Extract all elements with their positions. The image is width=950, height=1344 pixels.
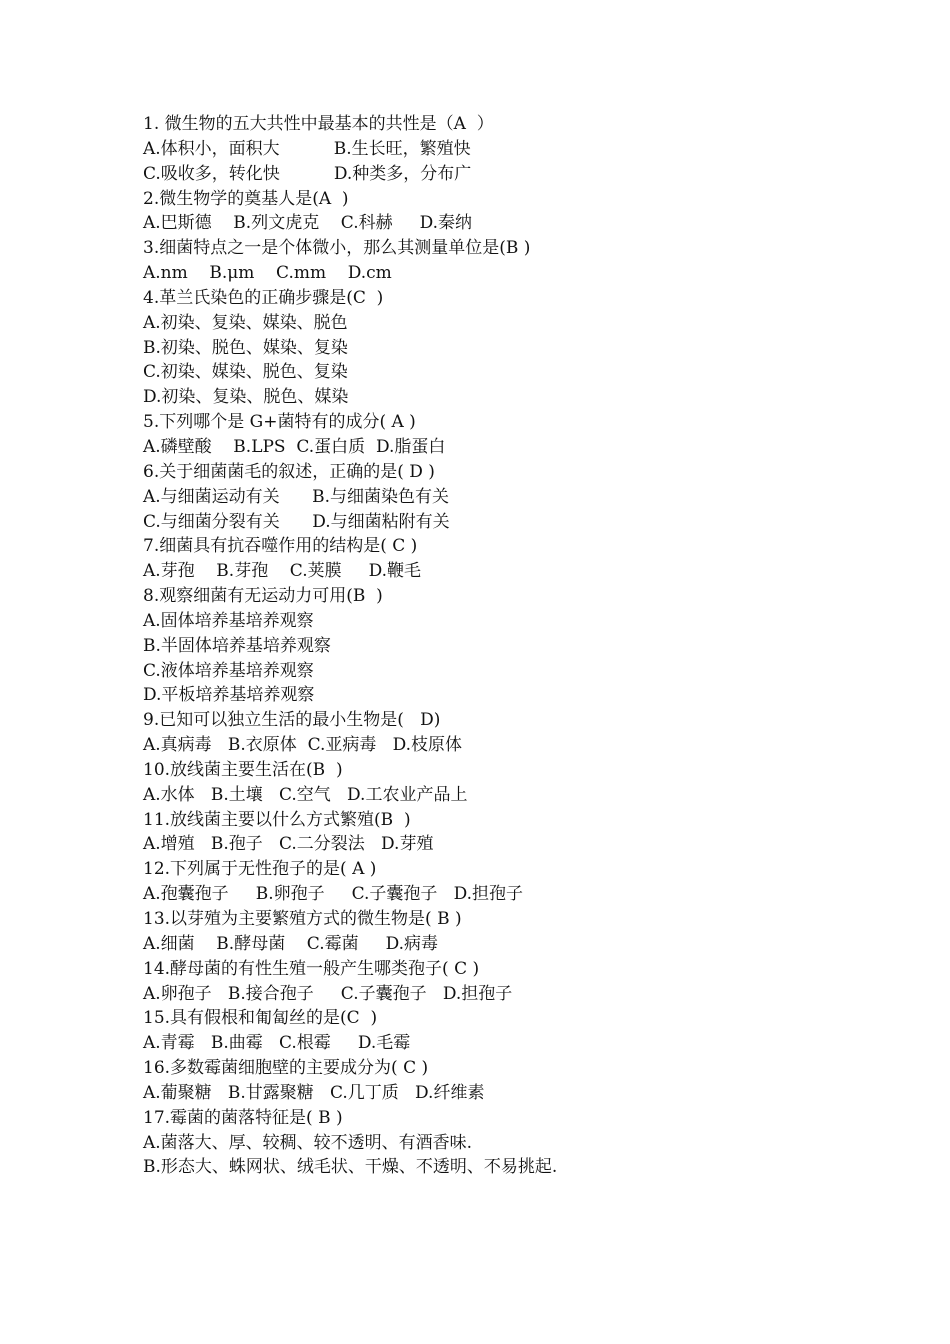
question-4-option-d: D.初染、复染、脱色、媒染 [143, 387, 349, 408]
question-11: 11.放线菌主要以什么方式繁殖(B ) [143, 809, 411, 830]
question-6: 6.关于细菌菌毛的叙述，正确的是( D ) [143, 461, 435, 482]
question-17-option-b: B.形态大、蛛网状、绒毛状、干燥、不透明、不易挑起. [143, 1157, 558, 1178]
question-15: 15.具有假根和匍匐丝的是(C ) [143, 1008, 378, 1029]
question-13-options: A.细菌 B.酵母菌 C.霉菌 D.病毒 [143, 933, 439, 954]
question-6-options-cd: C.与细菌分裂有关 D.与细菌粘附有关 [143, 511, 450, 532]
question-5: 5.下列哪个是 G+菌特有的成分( A ) [143, 412, 416, 433]
question-14: 14.酵母菌的有性生殖一般产生哪类孢子( C ) [143, 958, 480, 979]
question-9: 9.已知可以独立生活的最小生物是( D) [143, 710, 441, 731]
question-16: 16.多数霉菌细胞壁的主要成分为( C ) [143, 1058, 429, 1079]
question-4: 4.革兰氏染色的正确步骤是(C ) [143, 287, 384, 308]
question-4-option-b: B.初染、脱色、媒染、复染 [143, 337, 348, 358]
question-3-options: A.nm B.μm C.mm D.cm [143, 263, 392, 284]
question-13: 13.以芽殖为主要繁殖方式的微生物是( B ) [143, 909, 462, 929]
question-1: 1. 微生物的五大共性中最基本的共性是（A ） [143, 114, 494, 134]
question-8-option-b: B.半固体培养基培养观察 [143, 635, 331, 656]
question-10-options: A.水体 B.土壤 C.空气 D.工农业产品上 [143, 784, 468, 805]
question-15-options: A.青霉 B.曲霉 C.根霉 D.毛霉 [143, 1033, 411, 1054]
question-17: 17.霉菌的菌落特征是( B ) [143, 1107, 343, 1128]
question-12: 12.下列属于无性孢子的是( A ) [143, 859, 377, 880]
question-8: 8.观察细菌有无运动力可用(B ) [143, 586, 383, 607]
question-7-options: A.芽孢 B.芽孢 C.荚膜 D.鞭毛 [143, 561, 422, 582]
question-16-options: A.葡聚糖 B.甘露聚糖 C.几丁质 D.纤维素 [143, 1082, 485, 1103]
question-7: 7.细菌具有抗吞噬作用的结构是( C ) [143, 536, 418, 557]
question-8-option-a: A.固体培养基培养观察 [143, 610, 314, 631]
question-2-options: A.巴斯德 B.列文虎克 C.科赫 D.秦纳 [143, 213, 473, 234]
question-11-options: A.增殖 B.孢子 C.二分裂法 D.芽殖 [143, 834, 434, 855]
question-4-option-a: A.初染、复染、媒染、脱色 [143, 312, 348, 333]
question-5-options: A.磷壁酸 B.LPS C.蛋白质 D.脂蛋白 [143, 436, 446, 457]
question-3: 3.细菌特点之一是个体微小，那么其测量单位是(B ) [143, 238, 531, 259]
question-12-options: A.孢囊孢子 B.卵孢子 C.子囊孢子 D.担孢子 [143, 884, 524, 905]
question-2: 2.微生物学的奠基人是(A ) [143, 188, 349, 209]
question-8-option-d: D.平板培养基培养观察 [143, 685, 315, 706]
document-body [143, 112, 903, 1180]
question-10: 10.放线菌主要生活在(B ) [143, 759, 343, 780]
question-1-options-cd: C.吸收多，转化快 D.种类多，分布广 [143, 163, 472, 184]
question-14-options: A.卵孢子 B.接合孢子 C.子囊孢子 D.担孢子 [143, 983, 513, 1004]
question-6-options-ab: A.与细菌运动有关 B.与细菌染色有关 [143, 486, 449, 507]
question-17-option-a: A.菌落大、厚、较稠、较不透明、有酒香味. [143, 1132, 473, 1153]
question-4-option-c: C.初染、媒染、脱色、复染 [143, 362, 348, 383]
question-8-option-c: C.液体培养基培养观察 [143, 660, 314, 681]
question-1-options-ab: A.体积小，面积大 B.生长旺，繁殖快 [143, 138, 471, 159]
question-9-options: A.真病毒 B.衣原体 C.亚病毒 D.枝原体 [143, 735, 463, 756]
